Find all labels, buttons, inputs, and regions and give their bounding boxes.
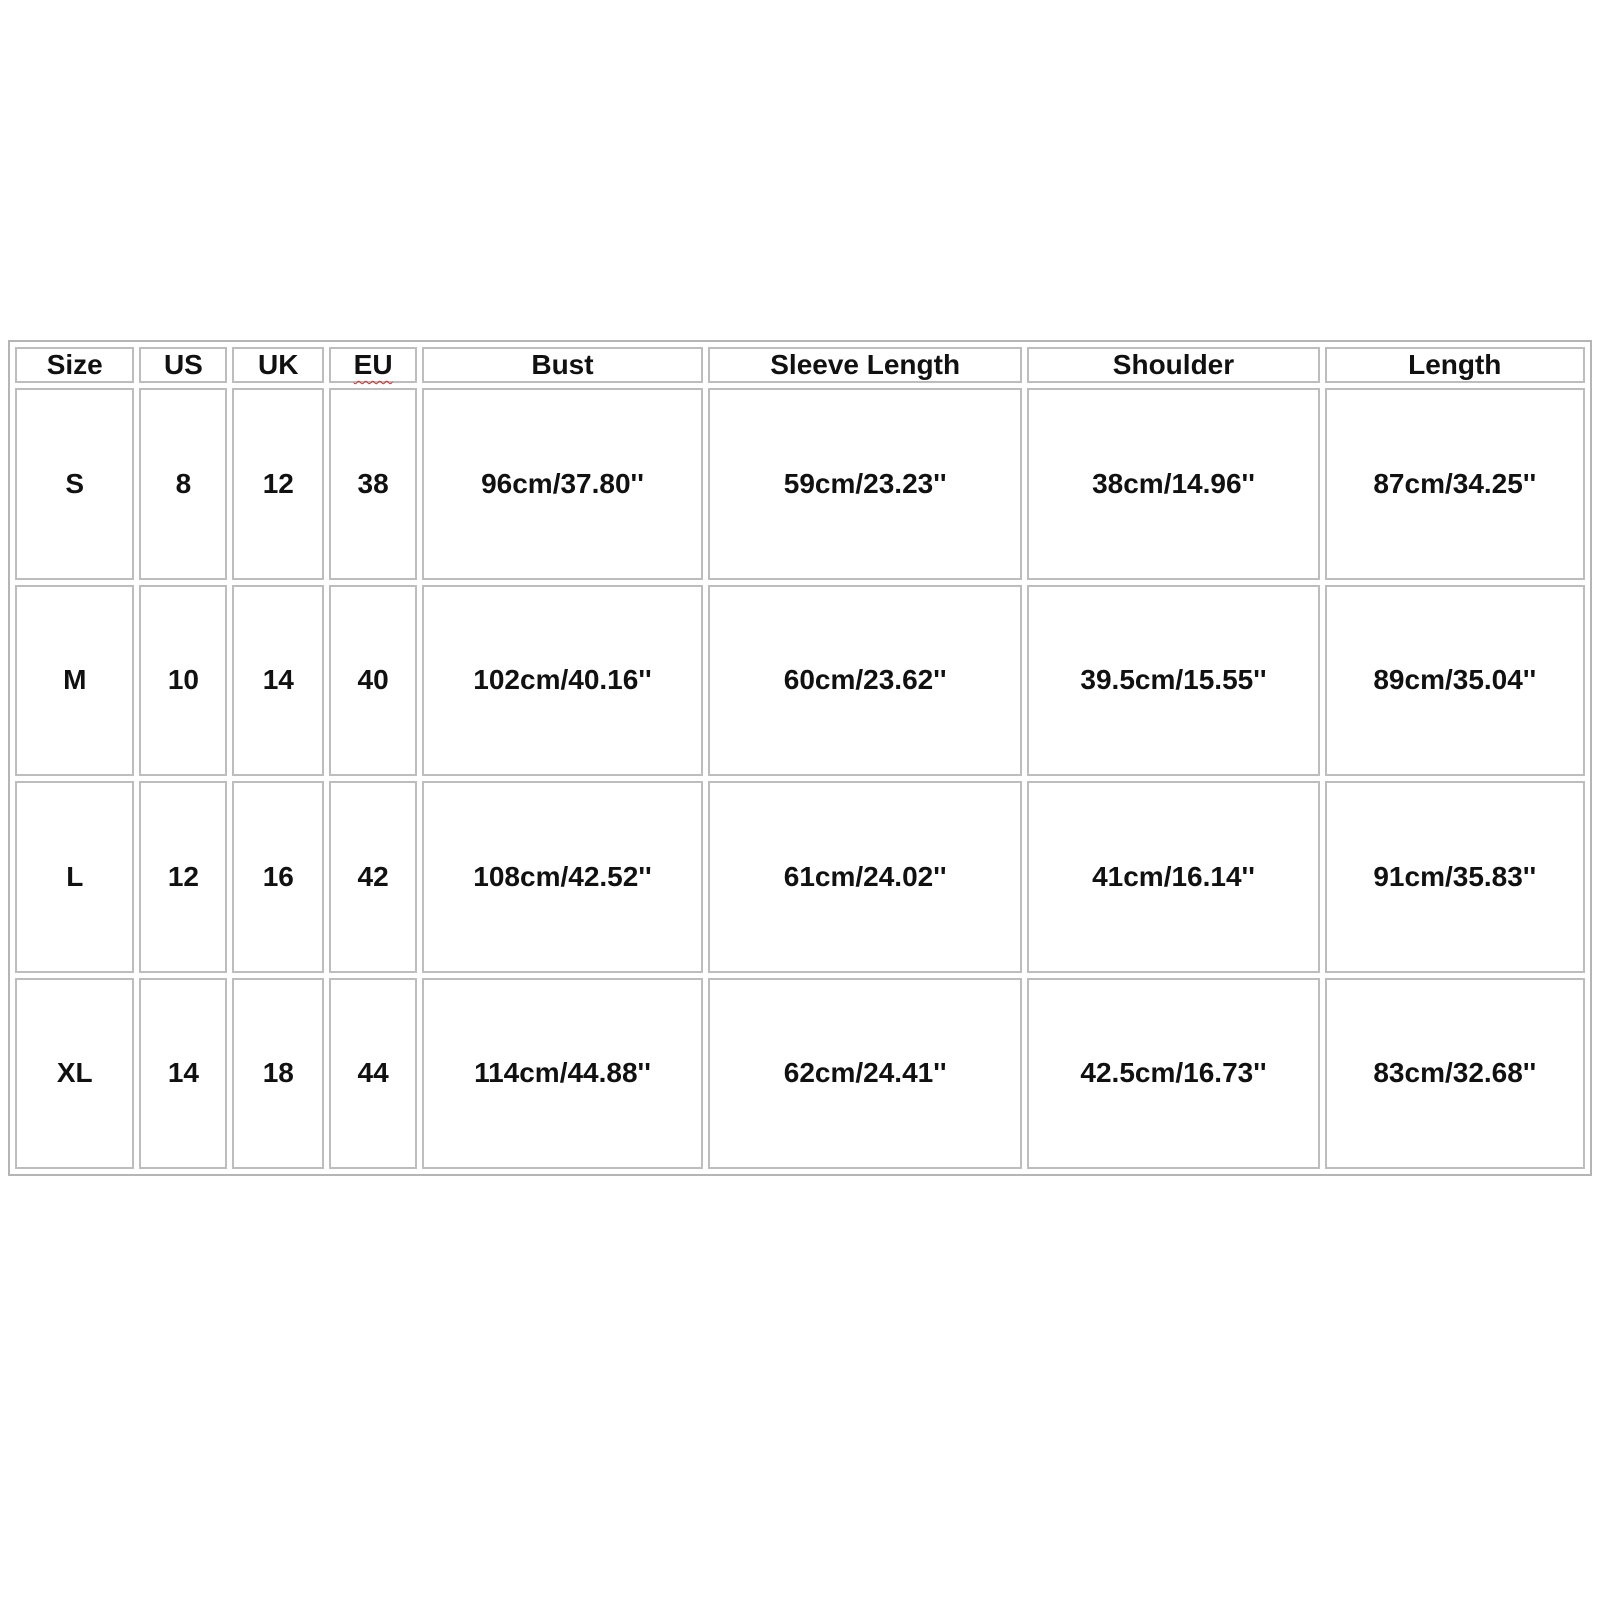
header-cell-bust: Bust xyxy=(422,347,703,383)
table-row xyxy=(15,388,1585,580)
table-cell: 96cm/37.80'' xyxy=(422,388,703,580)
header-cell-uk: UK xyxy=(232,347,324,383)
table-cell: M xyxy=(15,585,134,777)
table-cell: 18 xyxy=(232,978,324,1170)
table-cell: 12 xyxy=(232,388,324,580)
table-cell: S xyxy=(15,388,134,580)
table-cell: 42 xyxy=(329,781,417,973)
table-row xyxy=(15,781,1585,973)
table-cell: 14 xyxy=(139,978,227,1170)
table-cell: 91cm/35.83'' xyxy=(1325,781,1585,973)
table-cell: XL xyxy=(15,978,134,1170)
header-cell-size: Size xyxy=(15,347,134,383)
table-cell: 39.5cm/15.55'' xyxy=(1027,585,1319,777)
table-cell: 89cm/35.04'' xyxy=(1325,585,1585,777)
table-cell: 60cm/23.62'' xyxy=(708,585,1023,777)
table-cell: 61cm/24.02'' xyxy=(708,781,1023,973)
table-cell: L xyxy=(15,781,134,973)
table-cell: 16 xyxy=(232,781,324,973)
table-cell: 40 xyxy=(329,585,417,777)
table-cell: 38 xyxy=(329,388,417,580)
size-chart-container xyxy=(8,340,1592,1176)
table-cell: 102cm/40.16'' xyxy=(422,585,703,777)
table-cell: 42.5cm/16.73'' xyxy=(1027,978,1319,1170)
table-row xyxy=(15,978,1585,1170)
table-cell: 62cm/24.41'' xyxy=(708,978,1023,1170)
table-cell: 87cm/34.25'' xyxy=(1325,388,1585,580)
header-eu-label: EU xyxy=(353,349,393,380)
table-cell: 44 xyxy=(329,978,417,1170)
table-cell: 108cm/42.52'' xyxy=(422,781,703,973)
table-cell: 59cm/23.23'' xyxy=(708,388,1023,580)
table-cell: 83cm/32.68'' xyxy=(1325,978,1585,1170)
size-chart-table xyxy=(10,342,1590,1174)
table-cell: 114cm/44.88'' xyxy=(422,978,703,1170)
header-cell-sleeve-length: Sleeve Length xyxy=(708,347,1023,383)
table-cell: 10 xyxy=(139,585,227,777)
table-cell: 8 xyxy=(139,388,227,580)
header-cell-eu xyxy=(329,347,417,383)
header-cell-length: Length xyxy=(1325,347,1585,383)
table-cell: 41cm/16.14'' xyxy=(1027,781,1319,973)
table-cell: 38cm/14.96'' xyxy=(1027,388,1319,580)
table-cell: 12 xyxy=(139,781,227,973)
header-row xyxy=(15,347,1585,383)
table-cell: 14 xyxy=(232,585,324,777)
header-cell-shoulder: Shoulder xyxy=(1027,347,1319,383)
header-cell-us: US xyxy=(139,347,227,383)
table-row xyxy=(15,585,1585,777)
